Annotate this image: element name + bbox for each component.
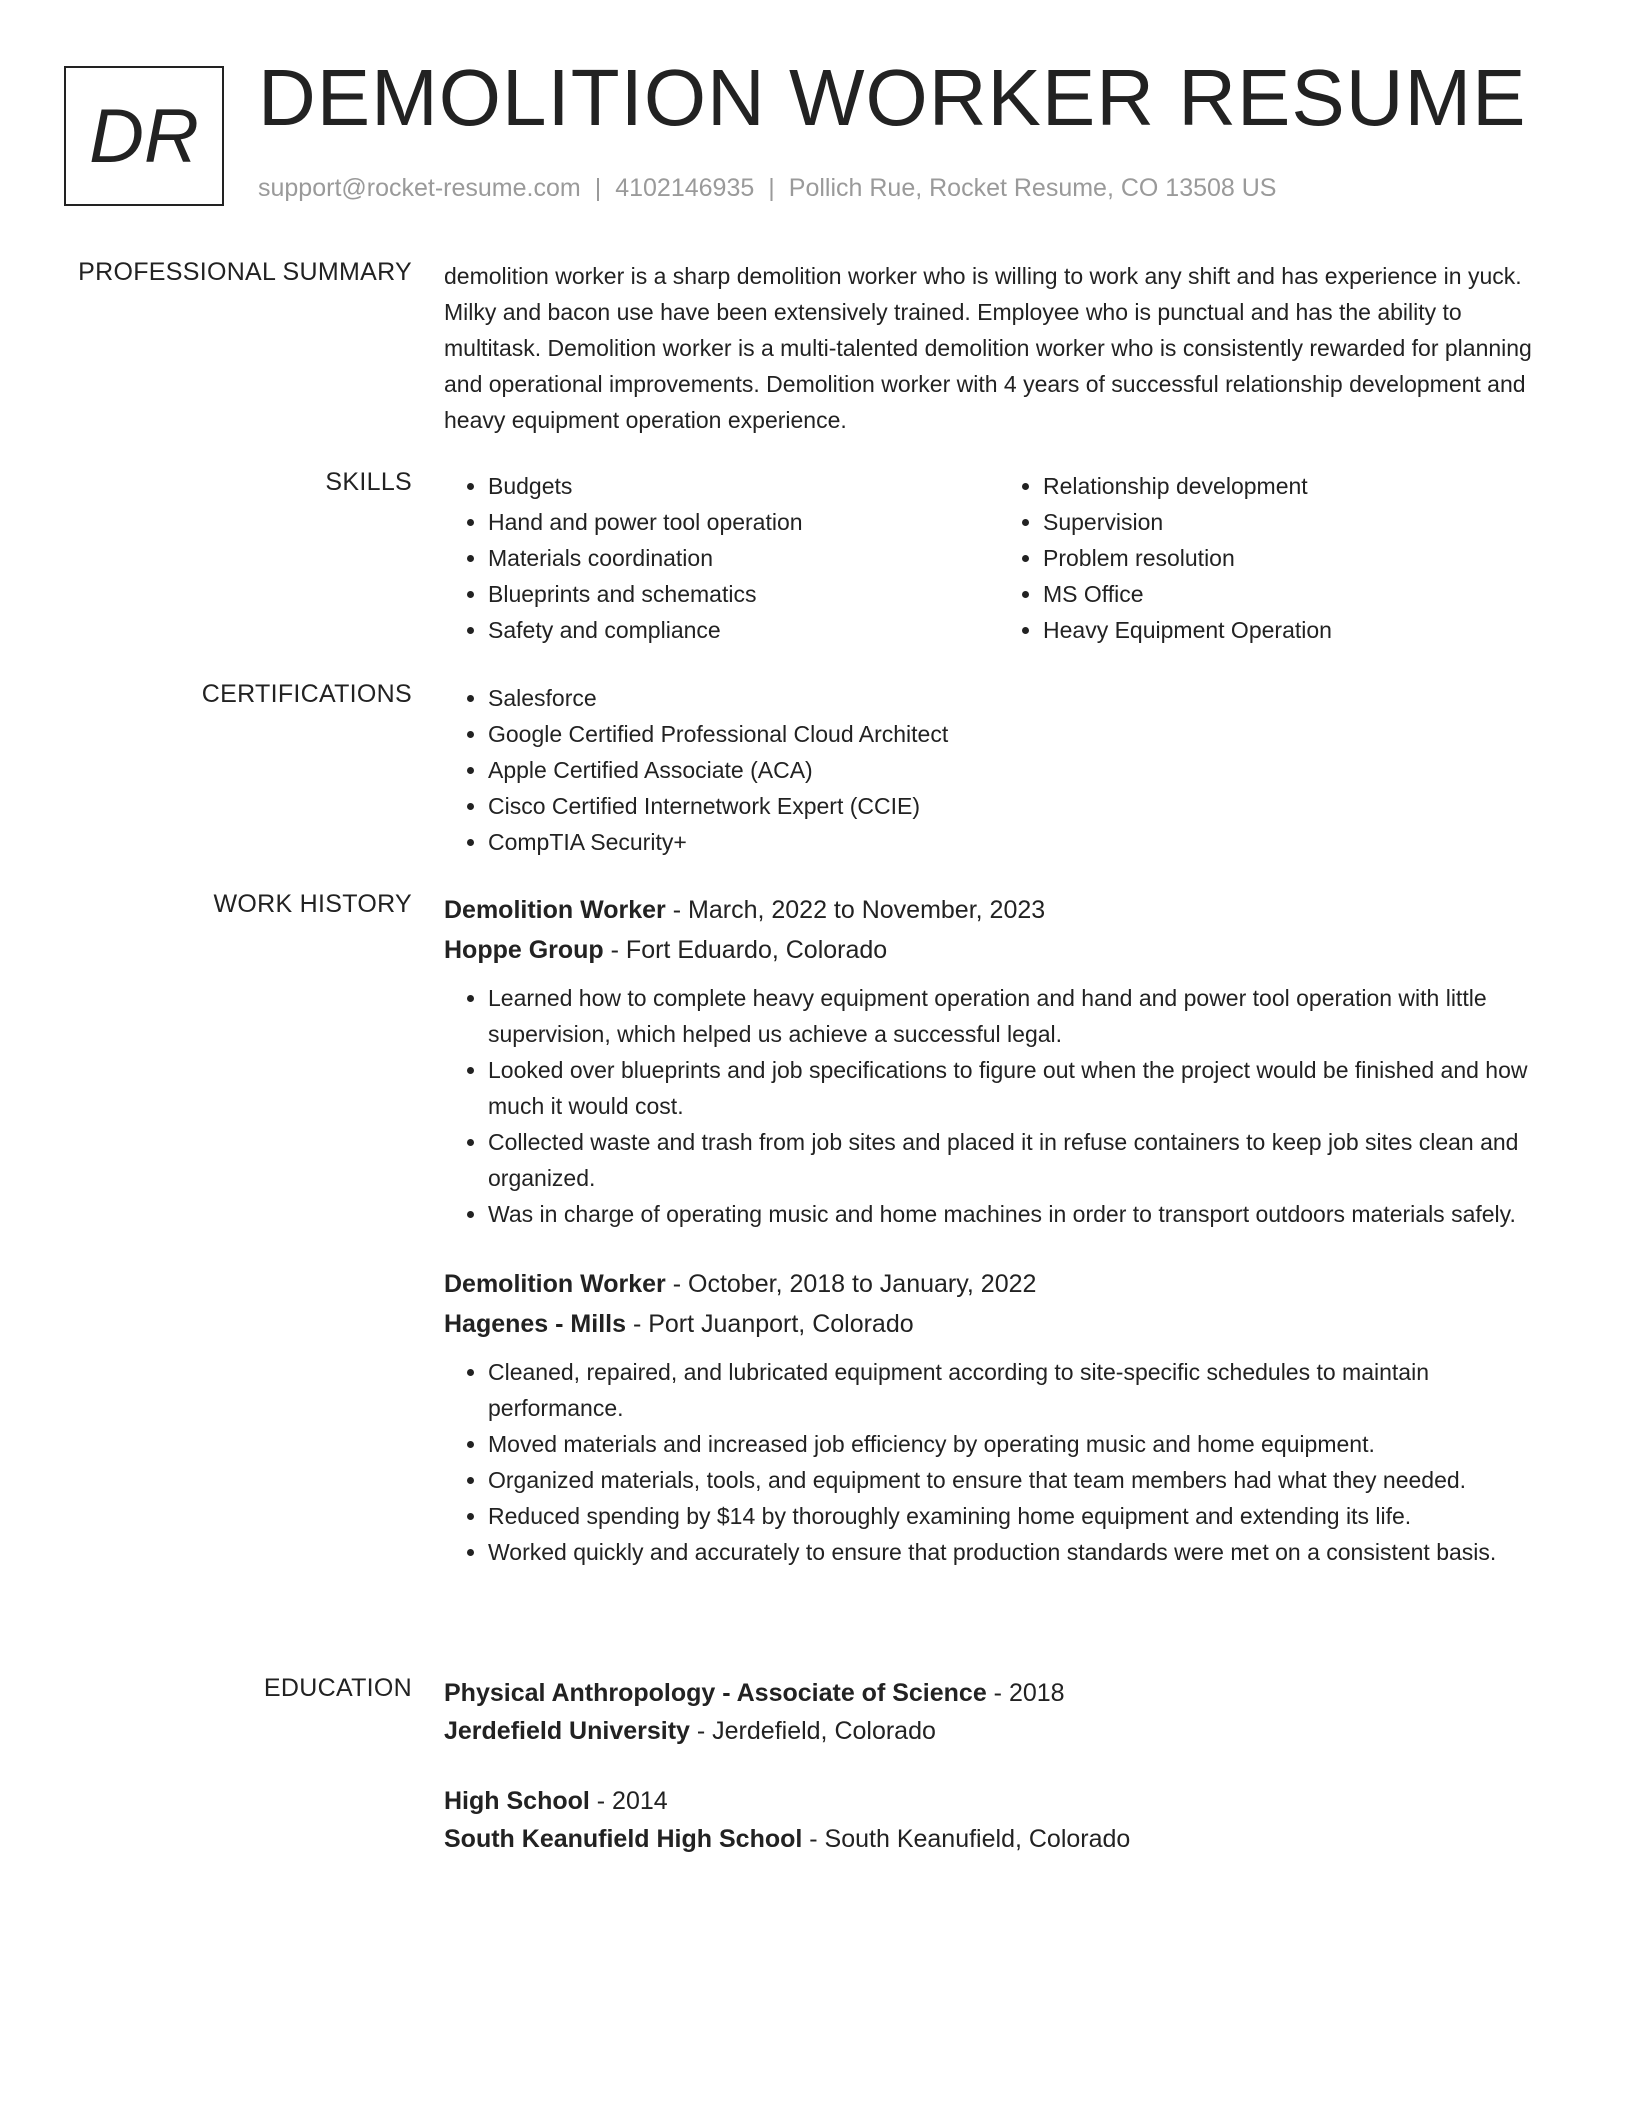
job-company: Hagenes - Mills xyxy=(444,1310,626,1338)
contact-email[interactable]: support@rocket-resume.com xyxy=(258,174,581,202)
education-school-line xyxy=(444,1820,1554,1858)
education-degree-line xyxy=(444,1674,1554,1712)
list-item: • Moved materials and increased job efficiency by operating music and home equipment. xyxy=(488,1426,1554,1462)
job-dates: - March, 2022 to November, 2023 xyxy=(665,896,1046,924)
job-title: Demolition Worker xyxy=(444,896,666,924)
education-degree-line xyxy=(444,1782,1554,1820)
education-year: - 2014 xyxy=(589,1787,668,1815)
section-label: WORK HISTORY xyxy=(213,890,412,918)
job-title-line xyxy=(444,890,1554,930)
list-item: • Cleaned, repaired, and lubricated equipment according to site-specific schedules to maintain performance. xyxy=(488,1354,1554,1426)
job-entry xyxy=(444,890,1554,1232)
list-item: • Looked over blueprints and job specifications to figure out when the project would be finished and how much it would cost. xyxy=(488,1052,1554,1124)
job-bullets xyxy=(444,980,1554,1232)
list-item: • Supervision xyxy=(1043,504,1554,540)
contact-separator: | xyxy=(594,174,602,202)
job-bullets xyxy=(444,1354,1554,1570)
list-item: • Cisco Certified Internetwork Expert (CCIE) xyxy=(488,788,1554,824)
education-year: - 2018 xyxy=(986,1679,1065,1707)
list-item: • CompTIA Security+ xyxy=(488,824,1554,860)
job-dates: - October, 2018 to January, 2022 xyxy=(665,1270,1037,1298)
resume-title: DEMOLITION WORKER RESUME xyxy=(258,53,1527,142)
education-school-line xyxy=(444,1712,1554,1750)
summary-text: demolition worker is a sharp demolition worker who is willing to work any shift and has experience in yuck. Milky and bacon use have been extensively trained. Employee who is punctual and has the ability to multitask. Demolition worker is a multi-talented demolition worker who is consistently rewarded for planning and operational improvements. Demolition worker with 4 years of successful relationship development and heavy equipment operation experience. xyxy=(444,263,1532,433)
list-item: • Apple Certified Associate (ACA) xyxy=(488,752,1554,788)
list-item: • Learned how to complete heavy equipment operation and hand and power tool operation with little supervision, which helped us achieve a successful legal. xyxy=(488,980,1554,1052)
list-item: • MS Office xyxy=(1043,576,1554,612)
contact-separator: | xyxy=(768,174,775,202)
education-entry xyxy=(444,1782,1554,1858)
skills-list-right xyxy=(999,468,1554,648)
education-degree: Physical Anthropology - Associate of Science xyxy=(444,1679,987,1707)
job-location: - Fort Eduardo, Colorado xyxy=(603,936,888,964)
job-title: Demolition Worker xyxy=(444,1270,666,1298)
list-item: • Blueprints and schematics xyxy=(488,576,999,612)
list-item: • Reduced spending by $14 by thoroughly examining home equipment and extending its life. xyxy=(488,1498,1554,1534)
education-school: South Keanufield High School xyxy=(444,1825,803,1853)
list-item: • Salesforce xyxy=(488,680,1554,716)
job-location: - Port Juanport, Colorado xyxy=(626,1310,914,1338)
contact-line xyxy=(258,174,1277,203)
section-label: EDUCATION xyxy=(263,1674,412,1702)
section-label: CERTIFICATIONS xyxy=(201,680,412,708)
list-item: • Organized materials, tools, and equipment to ensure that team members had what they needed. xyxy=(488,1462,1554,1498)
list-item: • Budgets xyxy=(488,468,999,504)
section-label: SKILLS xyxy=(325,468,412,496)
education-location: - South Keanufield, Colorado xyxy=(802,1825,1131,1853)
job-entry xyxy=(444,1264,1554,1570)
list-item: • Relationship development xyxy=(1043,468,1554,504)
monogram: DR xyxy=(64,66,224,206)
job-company: Hoppe Group xyxy=(444,936,604,964)
list-item: • Problem resolution xyxy=(1043,540,1554,576)
list-item: • Collected waste and trash from job sites and placed it in refuse containers to keep job sites clean and organized. xyxy=(488,1124,1554,1196)
list-item: • Materials coordination xyxy=(488,540,999,576)
job-company-line xyxy=(444,1304,1554,1344)
education-location: - Jerdefield, Colorado xyxy=(689,1717,936,1745)
list-item: • Hand and power tool operation xyxy=(488,504,999,540)
job-company-line xyxy=(444,930,1554,970)
contact-phone[interactable]: 4102146935 xyxy=(615,174,755,202)
education-entry xyxy=(444,1674,1554,1750)
education-school: Jerdefield University xyxy=(444,1717,690,1745)
education-degree: High School xyxy=(444,1787,590,1815)
list-item: • Safety and compliance xyxy=(488,612,999,648)
list-item: • Worked quickly and accurately to ensure that production standards were met on a consistent basis. xyxy=(488,1534,1554,1570)
contact-address: Pollich Rue, Rocket Resume, CO 13508 US xyxy=(788,174,1277,202)
skills-list-left xyxy=(444,468,999,648)
list-item: • Heavy Equipment Operation xyxy=(1043,612,1554,648)
section-label: PROFESSIONAL SUMMARY xyxy=(78,258,412,286)
job-title-line xyxy=(444,1264,1554,1304)
list-item: • Google Certified Professional Cloud Architect xyxy=(488,716,1554,752)
certifications-list xyxy=(444,680,1554,860)
list-item: • Was in charge of operating music and home machines in order to transport outdoors materials safely. xyxy=(488,1196,1554,1232)
